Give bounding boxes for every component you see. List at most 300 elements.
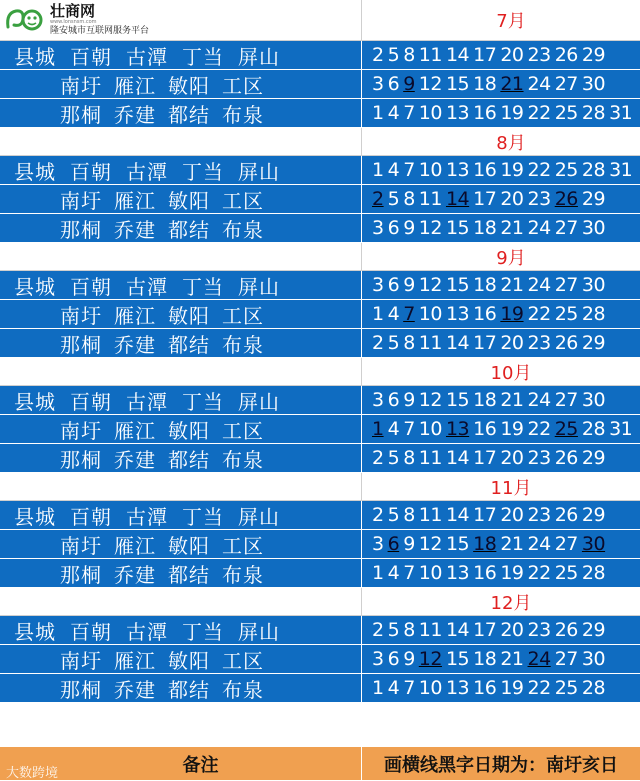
market-date: 4 <box>387 159 400 181</box>
market-dates <box>362 616 640 644</box>
market-date: 24 <box>527 533 551 555</box>
town-name: 敏阳 <box>168 418 210 443</box>
town-name: 雁江 <box>114 648 156 673</box>
dates-cell <box>362 185 640 214</box>
market-date: 9 <box>403 274 415 296</box>
market-date: 22 <box>527 677 551 699</box>
market-date: 19 <box>500 562 524 584</box>
market-date: 6 <box>387 73 400 95</box>
town-name: 丁当 <box>182 619 224 644</box>
schedule-row <box>0 41 640 70</box>
market-date: 11 <box>418 44 442 66</box>
empty-cell <box>0 473 362 501</box>
town-name: 屏山 <box>238 504 280 529</box>
market-date: 6 <box>387 274 400 296</box>
town-name: 古潭 <box>126 504 168 529</box>
market-dates <box>362 674 640 702</box>
market-date: 18 <box>473 648 497 670</box>
market-date: 26 <box>554 44 578 66</box>
marked-date: 30 <box>581 533 606 555</box>
market-date: 12 <box>418 274 442 296</box>
schedule-row <box>0 674 640 703</box>
town-name: 百朝 <box>70 44 112 69</box>
market-date: 16 <box>473 562 497 584</box>
market-date: 9 <box>403 648 415 670</box>
site-logo <box>0 0 361 40</box>
market-date: 25 <box>554 159 578 181</box>
town-name: 百朝 <box>70 389 112 414</box>
town-name: 敏阳 <box>168 648 210 673</box>
town-name: 乔建 <box>114 332 156 357</box>
towns-cell <box>0 271 362 300</box>
town-name: 布泉 <box>222 332 264 357</box>
market-date: 20 <box>500 332 524 354</box>
marked-date: 9 <box>403 73 415 95</box>
market-date: 7 <box>403 562 415 584</box>
footer-row <box>0 747 640 781</box>
market-date: 14 <box>445 332 470 354</box>
town-name: 丁当 <box>182 159 224 184</box>
market-date: 19 <box>500 159 524 181</box>
market-date: 6 <box>387 217 400 239</box>
market-dates <box>362 214 640 242</box>
market-date: 19 <box>500 418 524 440</box>
market-date: 4 <box>387 677 400 699</box>
town-name: 都结 <box>168 332 210 357</box>
market-date: 22 <box>527 562 551 584</box>
market-date: 10 <box>418 562 442 584</box>
market-date: 20 <box>500 504 524 526</box>
towns-cell <box>0 99 362 128</box>
market-dates <box>362 185 640 213</box>
town-name: 工区 <box>222 648 264 673</box>
town-name: 古潭 <box>126 159 168 184</box>
month-cell <box>362 358 640 386</box>
market-date: 27 <box>554 648 578 670</box>
market-date: 23 <box>527 447 551 469</box>
market-date: 17 <box>473 44 497 66</box>
empty-cell <box>0 243 362 271</box>
dates-cell <box>362 501 640 530</box>
month-cell <box>362 473 640 501</box>
market-date: 28 <box>581 159 606 181</box>
footer-note-cell <box>362 747 640 781</box>
market-date: 16 <box>473 303 497 325</box>
market-date: 8 <box>403 619 415 641</box>
town-name: 雁江 <box>114 188 156 213</box>
market-date: 15 <box>445 648 470 670</box>
town-group <box>0 156 361 184</box>
market-date: 12 <box>418 217 442 239</box>
dates-cell <box>362 645 640 674</box>
market-date: 21 <box>500 648 524 670</box>
town-name: 古潭 <box>126 274 168 299</box>
market-date: 16 <box>473 159 497 181</box>
market-date: 10 <box>418 303 442 325</box>
market-date: 2 <box>372 619 384 641</box>
dates-cell <box>362 99 640 128</box>
marked-date: 12 <box>418 648 442 670</box>
market-date: 16 <box>473 677 497 699</box>
market-date: 23 <box>527 504 551 526</box>
market-date: 9 <box>403 533 415 555</box>
town-group <box>0 386 361 414</box>
town-name: 雁江 <box>114 533 156 558</box>
market-dates <box>362 444 640 472</box>
market-date: 20 <box>500 447 524 469</box>
market-date: 18 <box>473 389 497 411</box>
market-date: 2 <box>372 332 384 354</box>
market-date: 8 <box>403 44 415 66</box>
dates-cell <box>362 271 640 300</box>
schedule-row <box>0 530 640 559</box>
market-date: 29 <box>581 504 606 526</box>
town-name: 雁江 <box>114 73 156 98</box>
town-name: 屏山 <box>238 619 280 644</box>
towns-cell <box>0 616 362 645</box>
town-group <box>0 329 361 357</box>
town-name: 乔建 <box>114 102 156 127</box>
market-dates <box>362 41 640 69</box>
dates-cell <box>362 415 640 444</box>
town-group <box>0 530 361 558</box>
market-date: 26 <box>554 619 578 641</box>
market-date: 28 <box>581 303 606 325</box>
town-name: 工区 <box>222 73 264 98</box>
town-group <box>0 559 361 587</box>
market-date: 11 <box>418 332 442 354</box>
marked-date: 21 <box>500 73 524 95</box>
empty-cell <box>0 588 362 616</box>
town-name: 敏阳 <box>168 73 210 98</box>
schedule-row <box>0 156 640 185</box>
market-date: 10 <box>418 677 442 699</box>
market-date: 30 <box>581 274 606 296</box>
town-name: 工区 <box>222 418 264 443</box>
town-name: 那桐 <box>60 217 102 242</box>
town-name: 屏山 <box>238 389 280 414</box>
market-date: 5 <box>387 44 400 66</box>
market-date: 31 <box>609 102 633 124</box>
market-date: 8 <box>403 447 415 469</box>
schedule-row <box>0 501 640 530</box>
market-date: 1 <box>372 562 384 584</box>
town-name: 雁江 <box>114 303 156 328</box>
town-name: 布泉 <box>222 677 264 702</box>
market-date: 29 <box>581 332 606 354</box>
market-date: 25 <box>554 102 578 124</box>
market-date: 24 <box>527 274 551 296</box>
market-dates <box>362 645 640 673</box>
market-date: 14 <box>445 504 470 526</box>
town-name: 都结 <box>168 562 210 587</box>
marked-date: 13 <box>445 418 470 440</box>
market-date: 15 <box>445 217 470 239</box>
market-dates <box>362 501 640 529</box>
schedule-row <box>0 99 640 128</box>
town-group <box>0 616 361 644</box>
market-date: 29 <box>581 447 606 469</box>
town-name: 县城 <box>14 619 56 644</box>
town-name: 古潭 <box>126 389 168 414</box>
market-date: 22 <box>527 102 551 124</box>
market-date: 2 <box>372 504 384 526</box>
market-date: 28 <box>581 562 606 584</box>
market-date: 22 <box>527 303 551 325</box>
market-date: 13 <box>445 102 470 124</box>
market-date: 29 <box>581 44 606 66</box>
town-name: 那桐 <box>60 677 102 702</box>
marked-date: 25 <box>554 418 578 440</box>
market-date: 25 <box>554 303 578 325</box>
market-date: 17 <box>473 332 497 354</box>
market-date: 3 <box>372 533 384 555</box>
town-name: 乔建 <box>114 217 156 242</box>
market-date: 20 <box>500 188 524 210</box>
schedule-row <box>0 415 640 444</box>
month-label: 7月 <box>496 11 526 32</box>
towns-cell <box>0 329 362 358</box>
market-date: 17 <box>473 619 497 641</box>
town-name: 乔建 <box>114 447 156 472</box>
town-name: 都结 <box>168 447 210 472</box>
market-dates <box>362 156 640 184</box>
towns-cell <box>0 214 362 243</box>
market-date: 29 <box>581 188 606 210</box>
town-name: 县城 <box>14 44 56 69</box>
marked-date: 18 <box>473 533 497 555</box>
market-date: 19 <box>500 102 524 124</box>
market-date: 8 <box>403 504 415 526</box>
market-date: 17 <box>473 188 497 210</box>
market-date: 15 <box>445 389 470 411</box>
town-name: 屏山 <box>238 44 280 69</box>
market-date: 2 <box>372 44 384 66</box>
town-name: 县城 <box>14 159 56 184</box>
market-date: 23 <box>527 188 551 210</box>
market-dates <box>362 300 640 328</box>
logo-url: www.lonsnsm.com <box>50 19 97 25</box>
market-date: 17 <box>473 447 497 469</box>
marked-date: 24 <box>527 648 551 670</box>
month-cell <box>362 588 640 616</box>
schedule-row <box>0 386 640 415</box>
market-date: 27 <box>554 533 578 555</box>
town-name: 县城 <box>14 389 56 414</box>
market-date: 21 <box>500 274 524 296</box>
market-date: 3 <box>372 73 384 95</box>
town-name: 布泉 <box>222 102 264 127</box>
logo-cell <box>0 0 362 41</box>
schedule-row <box>0 185 640 214</box>
month-row <box>0 473 640 501</box>
town-group <box>0 99 361 127</box>
market-date: 3 <box>372 389 384 411</box>
market-date: 26 <box>554 332 578 354</box>
market-date: 23 <box>527 332 551 354</box>
town-name: 都结 <box>168 102 210 127</box>
month-label: 8月 <box>496 132 526 154</box>
market-date: 28 <box>581 418 606 440</box>
market-date: 1 <box>372 677 384 699</box>
header-row <box>0 0 640 41</box>
market-date: 19 <box>500 677 524 699</box>
market-date: 13 <box>445 677 470 699</box>
market-date: 9 <box>403 217 415 239</box>
market-date: 5 <box>387 504 400 526</box>
market-date: 1 <box>372 102 384 124</box>
market-date: 6 <box>387 389 400 411</box>
schedule-row <box>0 271 640 300</box>
market-date: 4 <box>387 102 400 124</box>
market-date: 26 <box>554 447 578 469</box>
market-date: 18 <box>473 274 497 296</box>
market-date: 30 <box>581 73 606 95</box>
market-date: 16 <box>473 418 497 440</box>
schedule-row <box>0 444 640 473</box>
market-date: 15 <box>445 274 470 296</box>
marked-date: 2 <box>372 188 384 210</box>
schedule-row <box>0 329 640 358</box>
town-group <box>0 41 361 69</box>
month-cell <box>362 128 640 156</box>
month-row <box>0 243 640 271</box>
market-date: 24 <box>527 217 551 239</box>
town-name: 丁当 <box>182 274 224 299</box>
market-date: 24 <box>527 73 551 95</box>
towns-cell <box>0 70 362 99</box>
dates-cell <box>362 559 640 588</box>
market-date: 3 <box>372 274 384 296</box>
logo-subtitle: 隆安城市互联网服务平台 <box>50 26 150 36</box>
market-date: 18 <box>473 73 497 95</box>
dates-cell <box>362 674 640 703</box>
market-date: 7 <box>403 159 415 181</box>
market-date: 22 <box>527 159 551 181</box>
town-name: 工区 <box>222 188 264 213</box>
dates-cell <box>362 530 640 559</box>
marked-date: 26 <box>554 188 578 210</box>
town-name: 那桐 <box>60 562 102 587</box>
dates-cell <box>362 300 640 329</box>
market-dates <box>362 530 640 558</box>
dates-cell <box>362 329 640 358</box>
market-date: 8 <box>403 332 415 354</box>
town-name: 南圩 <box>60 303 102 328</box>
market-date: 7 <box>403 677 415 699</box>
schedule-row <box>0 616 640 645</box>
logo-name: 壮商网 <box>50 2 96 20</box>
town-name: 雁江 <box>114 418 156 443</box>
market-date: 12 <box>418 73 442 95</box>
empty-cell <box>0 128 362 156</box>
towns-cell <box>0 185 362 214</box>
town-name: 都结 <box>168 217 210 242</box>
dates-cell <box>362 214 640 243</box>
market-date: 27 <box>554 389 578 411</box>
market-date: 12 <box>418 389 442 411</box>
market-date: 1 <box>372 159 384 181</box>
market-date: 13 <box>445 562 470 584</box>
dates-cell <box>362 70 640 99</box>
towns-cell <box>0 645 362 674</box>
town-name: 百朝 <box>70 274 112 299</box>
town-group <box>0 444 361 472</box>
town-name: 敏阳 <box>168 303 210 328</box>
market-date: 5 <box>387 447 400 469</box>
market-date: 9 <box>403 389 415 411</box>
footer-note: 画横线黑字日期为：南圩亥日 <box>384 754 618 776</box>
town-name: 敏阳 <box>168 533 210 558</box>
town-name: 布泉 <box>222 447 264 472</box>
market-date: 14 <box>445 619 470 641</box>
market-date: 30 <box>581 648 606 670</box>
towns-cell <box>0 41 362 70</box>
empty-cell <box>0 358 362 386</box>
town-group <box>0 501 361 529</box>
town-name: 屏山 <box>238 159 280 184</box>
market-date: 4 <box>387 562 400 584</box>
market-date: 21 <box>500 217 524 239</box>
watermark: 大数跨境 <box>6 766 59 781</box>
town-group <box>0 214 361 242</box>
market-date: 12 <box>418 533 442 555</box>
market-date: 18 <box>473 217 497 239</box>
town-name: 南圩 <box>60 73 102 98</box>
town-name: 县城 <box>14 274 56 299</box>
town-name: 乔建 <box>114 677 156 702</box>
market-date: 23 <box>527 619 551 641</box>
towns-cell <box>0 559 362 588</box>
market-date: 2 <box>372 447 384 469</box>
market-date: 17 <box>473 504 497 526</box>
towns-cell <box>0 300 362 329</box>
dates-cell <box>362 616 640 645</box>
town-name: 古潭 <box>126 44 168 69</box>
market-date: 10 <box>418 102 442 124</box>
month-label: 9月 <box>496 247 526 269</box>
town-name: 敏阳 <box>168 188 210 213</box>
market-date: 15 <box>445 73 470 95</box>
market-date: 10 <box>418 418 442 440</box>
town-name: 布泉 <box>222 217 264 242</box>
town-name: 那桐 <box>60 332 102 357</box>
market-date: 16 <box>473 102 497 124</box>
market-date: 27 <box>554 217 578 239</box>
market-dates <box>362 99 640 127</box>
market-date: 1 <box>372 303 384 325</box>
month-label: 10月 <box>490 362 532 384</box>
market-date: 28 <box>581 102 606 124</box>
market-date: 5 <box>387 619 400 641</box>
town-name: 古潭 <box>126 619 168 644</box>
footer-label: 备注 <box>182 754 219 776</box>
market-date: 13 <box>445 159 470 181</box>
market-date: 30 <box>581 389 606 411</box>
town-group <box>0 415 361 443</box>
market-date: 25 <box>554 677 578 699</box>
market-date: 3 <box>372 217 384 239</box>
market-date: 30 <box>581 217 606 239</box>
month-row <box>0 128 640 156</box>
towns-cell <box>0 530 362 559</box>
town-name: 工区 <box>222 303 264 328</box>
town-name: 百朝 <box>70 504 112 529</box>
schedule-row <box>0 645 640 674</box>
town-name: 百朝 <box>70 159 112 184</box>
town-name: 那桐 <box>60 102 102 127</box>
schedule-row <box>0 70 640 99</box>
